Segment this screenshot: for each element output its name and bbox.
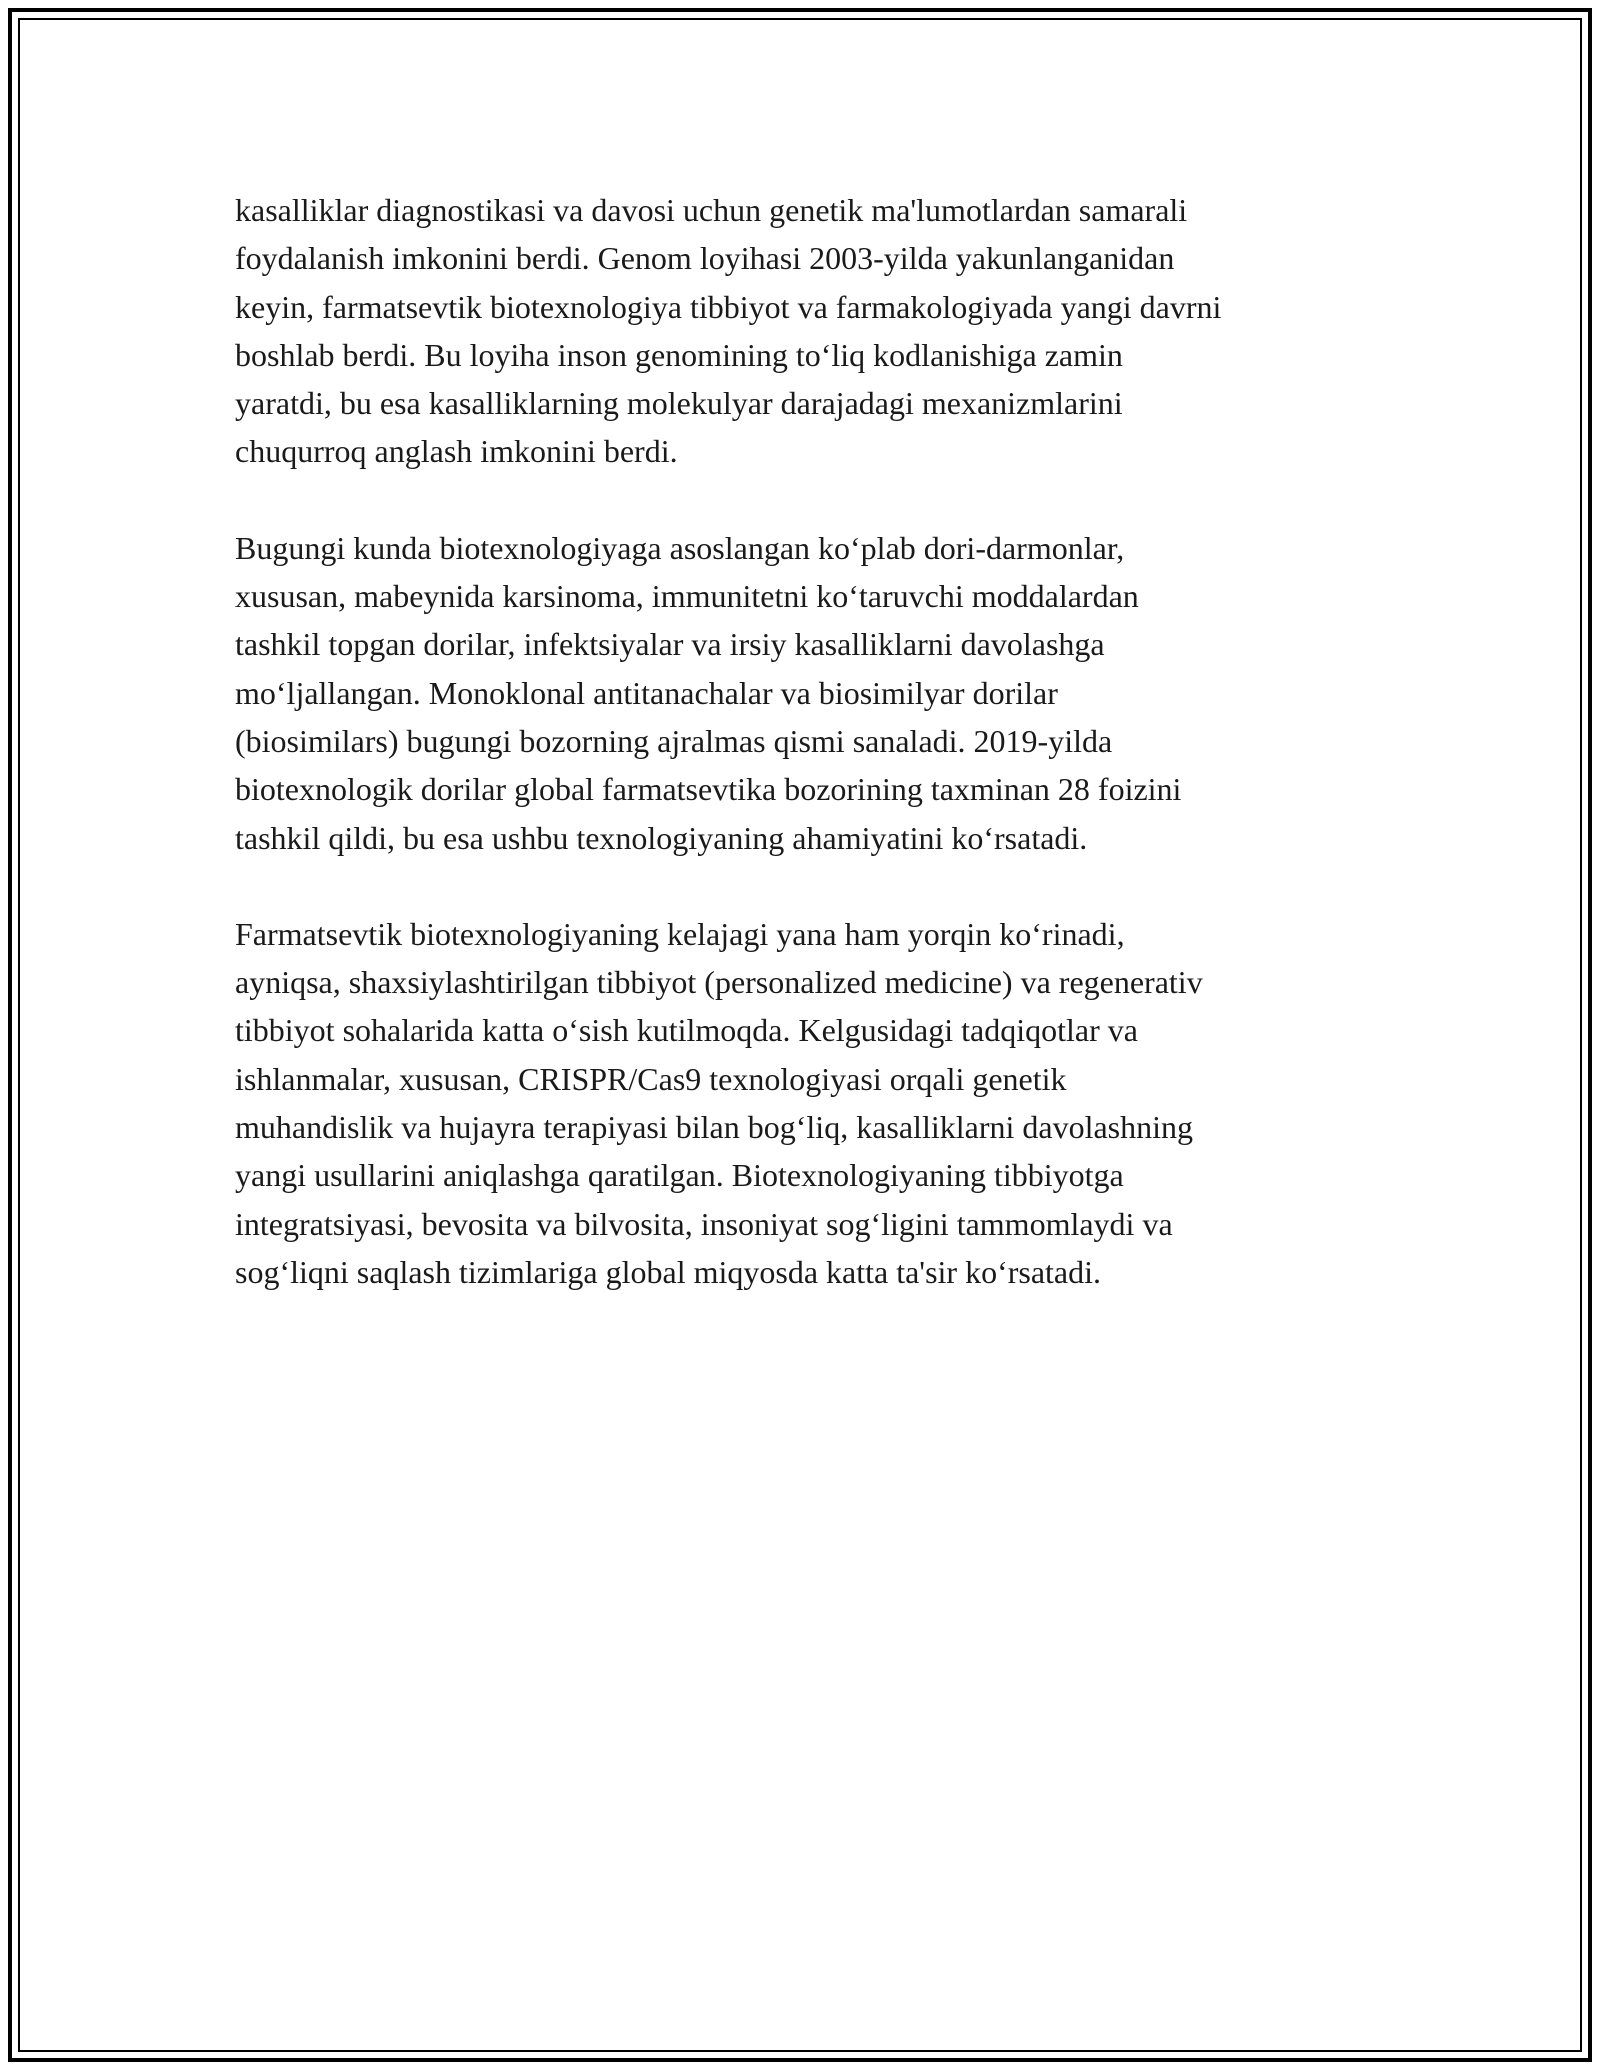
paragraph-1: kasalliklar diagnostikasi va davosi uchun genetik ma'lumotlardan samarali foydalanish imkonini berdi. Genom loyihasi 2003-yilda yakunlanganidan keyin, farmatsevtik biotexnologiya tibbiyot va farmakologiyada yangi davrni boshlab berdi. Bu loyiha inson genomining to‘liq kodlanishiga zamin yaratdi, bu esa kasalliklarning molekulyar darajadagi mexanizmlarini chuqurroq anglash imkonini berdi. <box>235 192 1222 470</box>
paragraph-3: Farmatsevtik biotexnologiyaning kelajagi yana ham yorqin ko‘rinadi, ayniqsa, shaxsiylashtirilgan tibbiyot (personalized medicine) va regenerativ tibbiyot sohalarida katta o‘sish kutilmoqda. Kelgusidagi tadqiqotlar va ishlanmalar, xususan, CRISPR/Cas9 texnologiyasi orqali genetik muhandislik va hujayra terapiyasi bilan bog‘liq, kasalliklarni davolashning yangi usullarini aniqlashga qaratilgan. Biotexnologiyaning tibbiyotga integratsiyasi, bevosita va bilvosita, insoniyat sog‘ligini tammomlaydi va sog‘liqni saqlash tizimlariga global miqyosda katta ta'sir ko‘rsatadi. <box>235 915 1203 1290</box>
paragraph-2: Bugungi kunda biotexnologiyaga asoslangan ko‘plab dori-darmonlar, xususan, mabeynida karsinoma, immunitetni ko‘taruvchi moddalardan tashkil topgan dorilar, infektsiyalar va irsiy kasalliklarni davolashga mo‘ljallangan. Monoklonal antitanachalar va biosimilyar dorilar (biosimilars) bugungi bozorning ajralmas qismi sanaladi. 2019-yilda biotexnologik dorilar global farmatsevtika bozorining taxminan 28 foizini tashkil qildi, bu esa ushbu texnologiyaning ahamiyatini ko‘rsatadi. <box>235 529 1182 856</box>
document-body <box>235 186 1415 1344</box>
